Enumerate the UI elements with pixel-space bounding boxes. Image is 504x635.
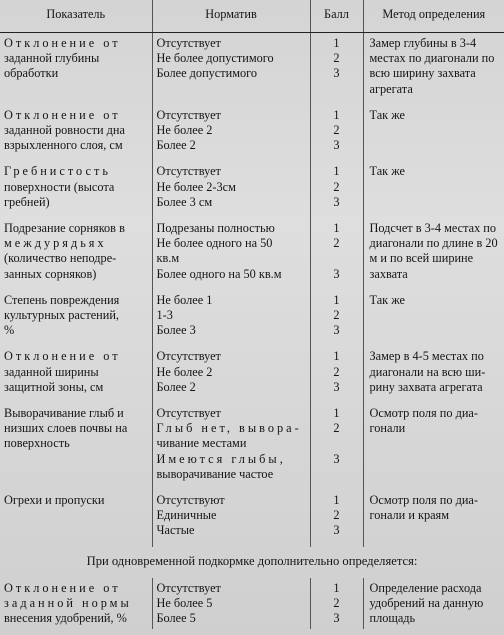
method-cell-line: Замер глубины в 3-4 xyxy=(369,36,477,50)
score-cell-line: 1 xyxy=(333,164,340,179)
indicator-cell-line: обработки xyxy=(4,66,59,81)
norm-cell xyxy=(152,290,310,347)
table-header-row xyxy=(0,0,504,33)
score-cell-line: 1 xyxy=(333,580,340,595)
score-cell-line xyxy=(311,467,363,482)
score-cell xyxy=(310,346,363,403)
score-cell-line: 1 xyxy=(333,36,340,50)
score-cell-line: 3 xyxy=(333,611,340,626)
table-row xyxy=(0,105,504,162)
score-cell-line: 3 xyxy=(333,323,340,338)
norm-cell-line: Более 5 xyxy=(156,611,196,626)
score-cell-line: 2 xyxy=(333,364,340,379)
indicator-cell-line: низших слоев почвы на xyxy=(4,421,128,436)
norm-cell-line: Частые xyxy=(156,523,195,538)
method-cell-line: всю ширину захвата xyxy=(369,66,476,81)
norm-cell-line: Подрезаны полностью xyxy=(156,221,275,236)
norm-cell-line: Отсутствует xyxy=(156,36,221,50)
indicator-cell-line: Степень повреждения xyxy=(4,292,120,307)
method-cell-line: диагонали по длине в 20 xyxy=(369,236,498,251)
indicator-cell-line: Подрезание сорняков в xyxy=(4,221,125,236)
method-cell-line: Подсчет в 3-4 местах по xyxy=(369,221,497,236)
score-cell-line: 1 xyxy=(333,493,340,508)
method-cell-line: Осмотр поля по диа- xyxy=(369,493,478,508)
indicator-cell-line: занных сорняков) xyxy=(4,266,97,281)
indicator-cell-line: (количество неподре- xyxy=(4,251,117,266)
method-cell xyxy=(363,490,504,547)
method-cell-line: гонали xyxy=(369,421,406,436)
norm-cell-line: выворачивание частое xyxy=(156,466,274,481)
norm-cell-line: Отсутствует xyxy=(156,164,221,179)
norm-cell-line: Отсутствуют xyxy=(156,493,225,508)
indicator-cell xyxy=(0,218,152,290)
indicator-cell xyxy=(0,490,152,547)
method-cell-line: удобрений на данную xyxy=(369,596,484,611)
table-row xyxy=(0,33,504,105)
norm-cell-line: Не более 2 xyxy=(156,123,213,138)
table-row xyxy=(0,578,504,629)
score-cell xyxy=(310,105,363,162)
table-row xyxy=(0,290,504,347)
indicator-cell xyxy=(0,161,152,218)
score-cell-line xyxy=(311,436,363,451)
norm-cell xyxy=(152,105,310,162)
norm-cell-line: Не более допустимого xyxy=(156,51,274,66)
norm-cell-line: чивание местами xyxy=(156,436,247,451)
method-cell-line: местах по диагонали по xyxy=(369,51,495,66)
score-cell xyxy=(310,403,363,490)
score-cell xyxy=(310,161,363,218)
score-cell-line: 3 xyxy=(333,379,340,394)
indicator-cell-line: Отклонение от xyxy=(4,107,121,122)
score-cell-line: 3 xyxy=(333,266,340,281)
score-cell-line: 3 xyxy=(333,451,340,466)
table-row xyxy=(0,403,504,490)
indicator-cell-line: взрыхленного слоя, см xyxy=(4,138,123,153)
method-cell-line: Так же xyxy=(369,292,406,307)
score-cell-line: 2 xyxy=(333,236,340,251)
method-cell xyxy=(363,290,504,347)
score-cell-line: 2 xyxy=(333,308,340,323)
indicator-cell-line: заданной ширины xyxy=(4,364,99,379)
method-cell xyxy=(363,161,504,218)
method-cell-line: гонали и краям xyxy=(369,508,449,523)
score-cell-line: 3 xyxy=(333,194,340,209)
norm-cell xyxy=(152,578,310,629)
method-cell-line: агрегата xyxy=(369,81,413,96)
norm-cell-line: Не более одного на 50 xyxy=(156,236,273,251)
score-cell-line: 2 xyxy=(333,421,340,436)
indicator-cell-line: заданной нормы xyxy=(4,596,132,611)
indicator-cell-line: Огрехи и пропуски xyxy=(4,493,105,508)
header-indicator: Показатель xyxy=(0,0,152,33)
norm-cell xyxy=(152,218,310,290)
score-cell-line: 1 xyxy=(333,107,340,122)
method-cell xyxy=(363,105,504,162)
score-cell xyxy=(310,490,363,547)
indicator-cell-line: защитной зоны, см xyxy=(4,379,104,394)
norm-cell-line: Имеются глыбы, xyxy=(156,451,286,466)
norm-cell xyxy=(152,490,310,547)
score-cell xyxy=(310,218,363,290)
norm-cell-line: Более одного на 50 кв.м xyxy=(156,266,282,281)
indicator-cell-line: поверхности (высота xyxy=(4,179,115,194)
table-row xyxy=(0,346,504,403)
method-cell-line: Так же xyxy=(369,164,406,179)
norm-cell-line: Более допустимого xyxy=(156,66,258,81)
norm-cell-line: Отсутствует xyxy=(156,580,221,595)
header-score: Балл xyxy=(310,0,363,33)
table-row xyxy=(0,218,504,290)
note-row xyxy=(0,547,504,578)
indicator-cell-line: междурядьях xyxy=(4,236,107,251)
norm-cell xyxy=(152,403,310,490)
norm-cell-line: Более 3 см xyxy=(156,194,213,209)
norm-cell-line: кв.м xyxy=(156,251,180,266)
score-cell-line xyxy=(311,251,363,266)
norm-cell xyxy=(152,346,310,403)
score-cell-line: 2 xyxy=(333,596,340,611)
indicator-cell xyxy=(0,33,152,105)
table-row xyxy=(0,490,504,547)
indicator-cell-line: Отклонение от xyxy=(4,349,121,364)
header-method: Метод определения xyxy=(363,0,504,33)
method-cell-line: захвата xyxy=(369,266,408,281)
score-cell-line: 2 xyxy=(333,123,340,138)
method-cell xyxy=(363,346,504,403)
score-cell xyxy=(310,33,363,105)
indicator-cell-line: поверхность xyxy=(4,436,70,451)
indicator-cell-line: заданной глубины xyxy=(4,51,100,66)
norm-cell-line: Отсутствует xyxy=(156,107,221,122)
norm-cell-line: Единичные xyxy=(156,508,217,523)
indicator-cell-line: внесения удобрений, % xyxy=(4,611,127,626)
method-cell-line: Осмотр поля по диа- xyxy=(369,406,478,421)
indicator-cell-line: Выворачивание глыб и xyxy=(4,406,124,421)
indicator-cell xyxy=(0,578,152,629)
norm-cell-line: Глыб нет, вывора- xyxy=(156,421,302,436)
norm-cell-line: Не более 1 xyxy=(156,292,213,307)
score-cell-line: 2 xyxy=(333,51,340,66)
norm-cell-line: 1-3 xyxy=(156,308,173,323)
method-cell-line: площадь xyxy=(369,611,416,626)
indicator-cell-line: Отклонение от xyxy=(4,580,121,595)
norm-cell-line: Не более 2-3см xyxy=(156,179,236,194)
norm-cell xyxy=(152,161,310,218)
norm-cell-line: Отсутствует xyxy=(156,349,221,364)
score-cell xyxy=(310,290,363,347)
indicator-cell xyxy=(0,105,152,162)
score-cell-line: 3 xyxy=(333,523,340,538)
method-cell-line: Так же xyxy=(369,107,406,122)
method-cell-line: Замер в 4-5 местах по xyxy=(369,349,484,364)
method-cell xyxy=(363,218,504,290)
indicator-cell xyxy=(0,403,152,490)
method-cell-line: Определение расхода xyxy=(369,580,482,595)
method-cell xyxy=(363,403,504,490)
norm-cell-line: Не более 5 xyxy=(156,596,213,611)
score-cell-line: 1 xyxy=(333,292,340,307)
norm-cell-line: Не более 2 xyxy=(156,364,213,379)
indicator-cell xyxy=(0,346,152,403)
method-cell xyxy=(363,578,504,629)
score-cell xyxy=(310,578,363,629)
header-norm: Норматив xyxy=(152,0,310,33)
indicator-cell-line: Отклонение от xyxy=(4,36,121,50)
indicator-cell xyxy=(0,290,152,347)
score-cell-line: 1 xyxy=(333,221,340,236)
indicator-cell-line: культурных растений, xyxy=(4,308,119,323)
section-note: При одновременной подкормке дополнительно определяется: xyxy=(86,553,418,568)
method-cell-line: рину захвата агрегата xyxy=(369,379,483,394)
norm-cell xyxy=(152,33,310,105)
norm-cell-line: Более 2 xyxy=(156,379,196,394)
score-cell-line: 2 xyxy=(333,508,340,523)
method-cell-line: диагонали на всю ши- xyxy=(369,364,486,379)
table-row xyxy=(0,161,504,218)
norm-cell-line: Более 3 xyxy=(156,323,196,338)
score-cell-line: 1 xyxy=(333,349,340,364)
indicator-cell-line: Гребнистость xyxy=(4,164,111,179)
norm-cell-line: Более 2 xyxy=(156,138,196,153)
score-cell-line: 3 xyxy=(333,66,340,81)
method-cell-line: м и по всей ширине xyxy=(369,251,474,266)
indicator-cell-line: % xyxy=(4,323,15,338)
score-cell-line: 2 xyxy=(333,179,340,194)
score-cell-line: 3 xyxy=(333,138,340,153)
method-cell xyxy=(363,33,504,105)
indicator-cell-line: гребней) xyxy=(4,194,50,209)
norm-cell-line: Отсутствует xyxy=(156,406,221,421)
score-cell-line: 1 xyxy=(333,406,340,421)
indicator-cell-line: заданной ровности дна xyxy=(4,123,125,138)
